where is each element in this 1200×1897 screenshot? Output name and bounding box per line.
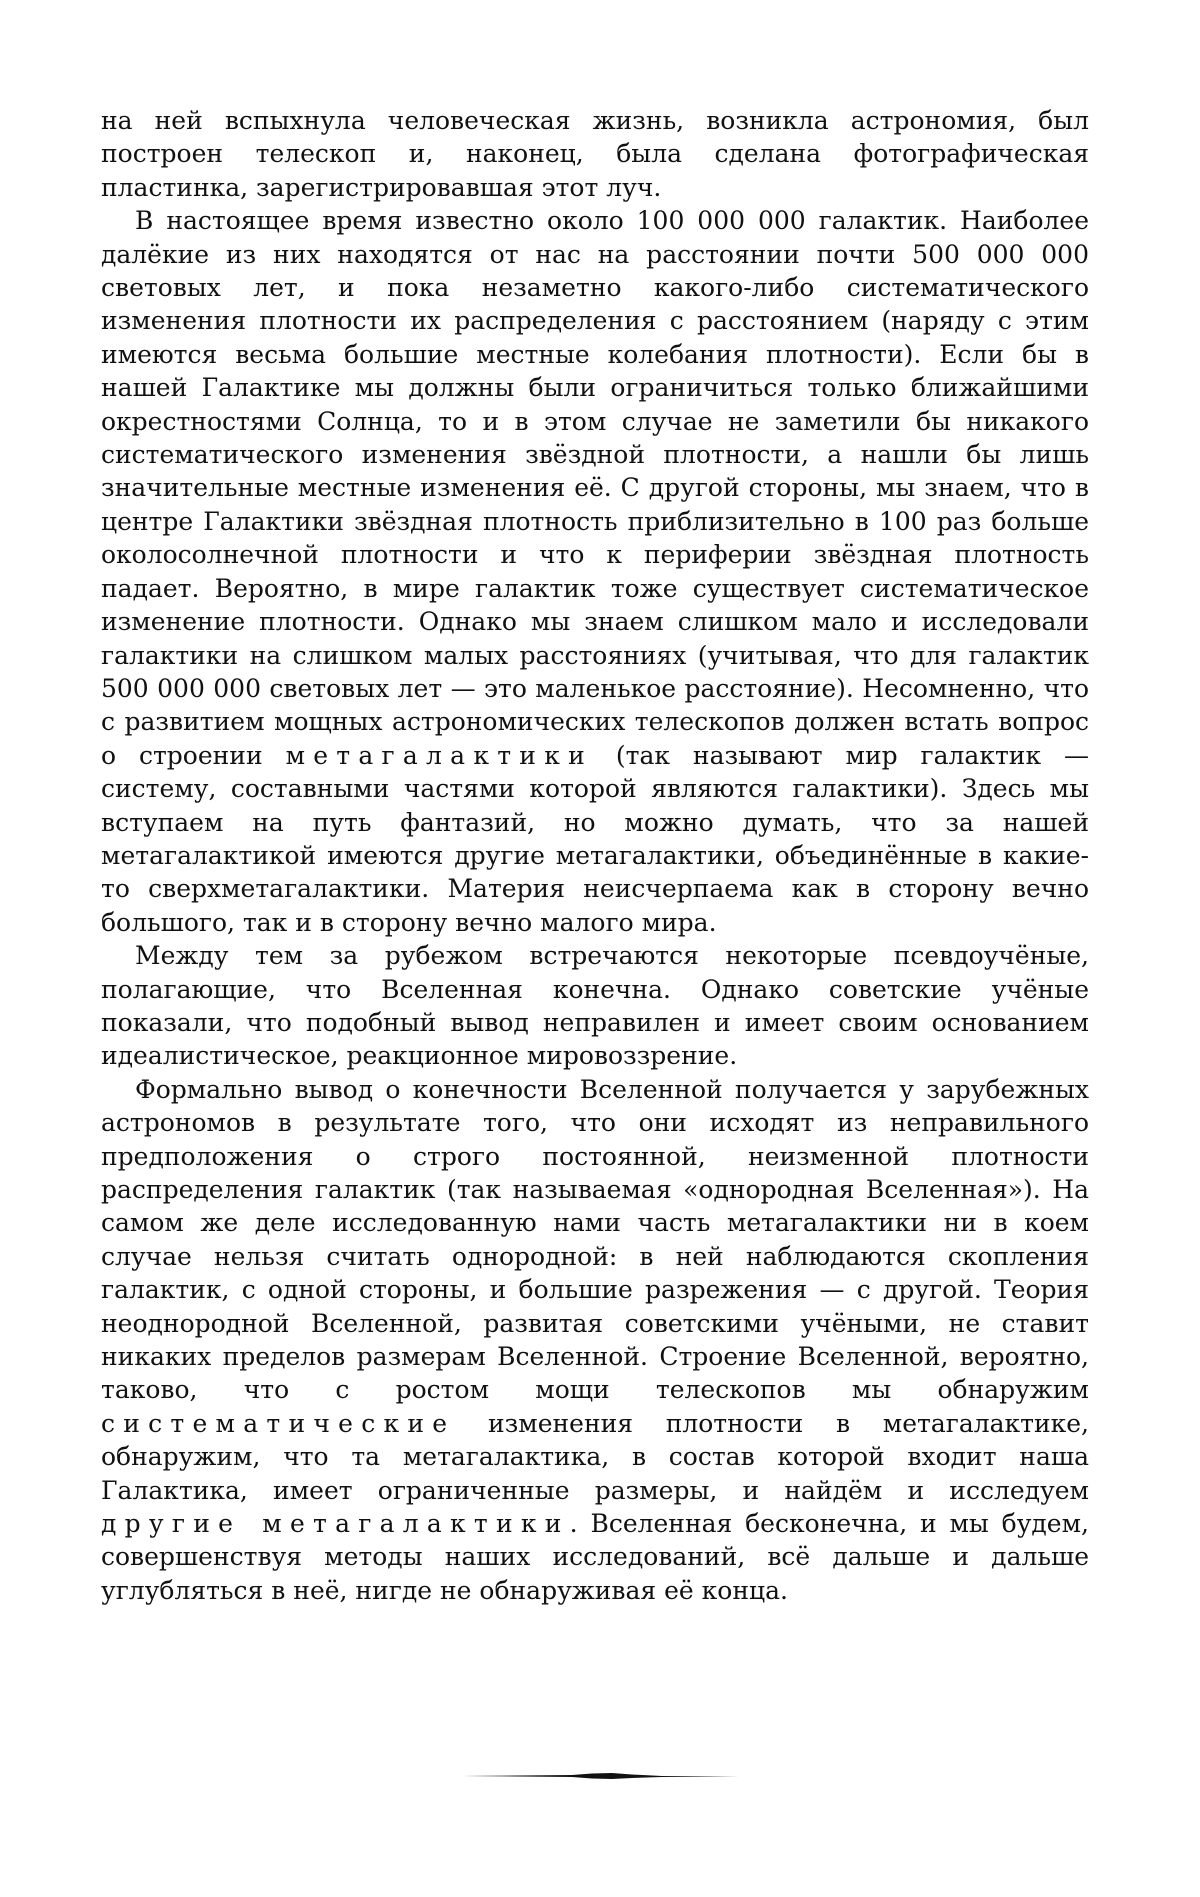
paragraph-pseudoscientists: Между тем за рубежом встречаются некоторые псевдоучёные, полагающие, что Вселенная конечна. Однако советские учёные показали, что подобный вывод неправилен и имеет своим основанием идеалистическое, реакционное мировоззрение. bbox=[101, 941, 1089, 1071]
section-end-rule-icon bbox=[462, 1770, 739, 1782]
paragraph-galaxies-count bbox=[101, 204, 1089, 939]
text-run: . Вселенная бесконечна, и мы будем, совершенствуя методы наших исследований, всё дальше и дальше углубляться в неё, нигде не обнаруживая её конца. bbox=[101, 1509, 1089, 1605]
paragraph-finiteness bbox=[101, 1073, 1089, 1608]
text-run: (так называют мир галактик — систему, составными частями которой являются галактики). Здесь мы вступаем на путь фантазий, но можно думать, что за нашей метагалактикой имеются другие метагалактики, объединённые в какие-то сверхметагалактики. Материя неисчерпаема как в сторону вечно большого, так и в сторону вечно малого мира. bbox=[101, 740, 1089, 937]
emphasis-spaced-other-metagalaxies: другие метагалактики bbox=[101, 1509, 570, 1539]
paragraph-continuation: на ней вспыхнула человеческая жизнь, возникла астрономия, был построен телескоп и, наконец, была сделана фотографическая пластинка, зарегистрировавшая этот луч. bbox=[101, 106, 1089, 202]
text-run: Формально вывод о конечности Вселенной получается у зарубежных астрономов в результате того, что они исходят из неправильного предположения о строго постоянной, неизменной плотности распределения галактик (так называемая «однородная Вселенная»). На самом же деле исследованную нами часть метагалактики ни в коем случае нельзя считать однородной: в ней наблюдаются скопления галактик, с одной стороны, и большие разрежения — с другой. Теория неоднородной Вселенной, развитая советскими учёными, не ставит никаких пределов размерам Вселенной. Строение Вселенной, вероятно, таково, что с ростом мощи телескопов мы обнаружим bbox=[101, 1074, 1089, 1405]
emphasis-spaced-systematic: систематические bbox=[101, 1408, 456, 1438]
document-body bbox=[101, 104, 1089, 1607]
text-run: изменения плотности в метагалактике, обнаружим, что та метагалактика, в состав которой входит наша Галактика, имеет ограниченные размеры, и найдём и исследуем bbox=[101, 1408, 1089, 1505]
emphasis-spaced-metagalaxy: метагалактики bbox=[285, 740, 593, 770]
text-run: В настоящее время известно около 100 000 000 галактик. Наиболее далёкие из них находятся от нас на расстоянии почти 500 000 000 световых лет, и пока незаметно какого-либо систематического изменения плотности их распределения с расстоянием (наряду с этим имеются весьма большие местные колебания плотности). Если бы в нашей Галактике мы должны были ограничиться только ближайшими окрестностями Солнца, то и в этом случае не заметили бы никакого систематического изменения звёздной плотности, а нашли бы лишь значительные местные изменения её. С другой стороны, мы знаем, что в центре Галактики звёздная плотность приблизительно в 100 раз больше околосолнечной плотности и что к периферии звёздная плотность падает. Вероятно, в мире галактик тоже существует систематическое изменение плотности. Однако мы знаем слишком мало и исследовали галактики на слишком малых расстояниях (учитывая, что для галактик 500 000 000 световых лет — это маленькое расстояние). Несомненно, что с развитием мощных астрономических телескопов должен встать вопрос о строении bbox=[101, 206, 1089, 770]
